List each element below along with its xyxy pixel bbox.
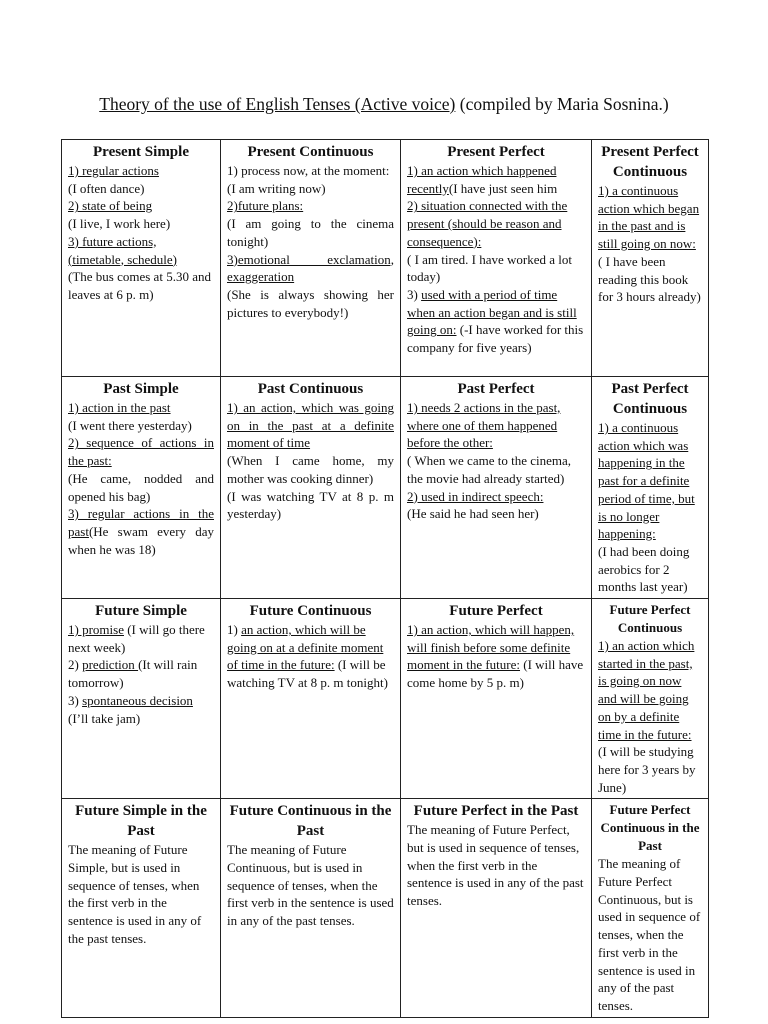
tense-heading: Future Simple [95,603,187,620]
tense-line [68,434,214,469]
tense-cell [401,599,592,799]
tense-heading: Present Perfect [447,144,545,160]
tense-line [598,543,702,596]
example-text: The meaning of Future Perfect, but is used in sequence of tenses, when the first verb in the sentence is used in any of the past tenses. [407,822,584,909]
underlined-rule-text: 1) an action, which was going on in the past at a definite moment of time [227,400,394,451]
table-row [62,140,709,377]
document-title [60,93,708,116]
example-text: The meaning of Future Perfect Continuous, but is used in sequence of tenses, when the first verb in the sentence is used in any of the past tenses. [598,856,701,1013]
tense-cell [62,377,221,599]
tense-heading: Future Simple in the Past [75,803,207,840]
tense-line [68,197,214,215]
tense-line [598,855,702,1014]
example-text: (I was watching TV at 8 p. m yesterday) [227,488,394,522]
example-text: 3) [68,692,83,708]
example-text: (I am writing now) [227,180,326,196]
example-text: (When I came home, my mother was cooking dinner) [227,453,394,486]
tense-heading: Future Perfect Continuous in the Past [600,802,700,854]
example-text: 1) process now, at the moment: [227,163,390,178]
tense-heading: Present Perfect Continuous [601,144,699,180]
tense-line [227,286,394,321]
example-text: (She is always showing her pictures to everybody!) [227,286,394,320]
tense-line [407,488,585,506]
example-text: (I am going to the cinema tonight) [227,216,394,249]
title-rest: (compiled by Maria Sosnina.) [455,94,669,114]
tense-line [227,488,394,523]
tense-cell [62,799,221,1017]
underlined-rule-text: 3)emotional exclamation, exaggeration [227,251,394,285]
example-text: The meaning of Future Simple, but is used in sequence of tenses, when the first verb in the sentence is used in any of the past tenses. [68,842,202,946]
tense-cell [401,140,592,377]
tense-line [68,841,214,947]
tense-heading: Past Perfect [457,381,535,397]
tense-heading: Past Simple [103,381,179,397]
underlined-rule-text: 2) state of being [68,198,153,214]
tense-line [68,268,214,303]
underlined-rule-text: 1) needs 2 actions in the past, where one of them happened before the other: [407,400,561,451]
tense-heading: Future Perfect Continuous [609,602,691,636]
tense-line [68,180,214,198]
example-text: (I went there yesterday) [68,417,192,433]
underlined-rule-text: 1) promise [68,622,124,638]
tense-line [227,452,394,487]
example-text: (I had been doing aerobics for 2 months last year) [598,543,690,595]
tense-heading: Present Simple [93,144,189,160]
underlined-rule-text: 2) used in indirect speech: [407,488,544,504]
underlined-rule-text: 2) sequence of actions in the past: [68,435,214,469]
example-text: (He came, nodded and opened his bag) [68,470,214,504]
underlined-rule-text: 2) situation connected with the present (should be reason and consequence): [407,198,568,249]
example-text: (I will be watching TV at 8 p. m tonight) [227,657,388,691]
underlined-rule-text: used with a period of time when an action began and is still going on: [407,286,577,338]
tense-line [68,505,214,558]
tense-line [407,452,585,487]
tense-cell [62,599,221,799]
tense-line [68,417,214,435]
title-underlined: Theory of the use of English Tenses (Active voice) [99,94,456,114]
tense-line [227,251,394,286]
tense-line [68,399,214,417]
tense-line [227,215,394,250]
tense-line [227,197,394,215]
tense-line [598,637,702,796]
example-text: (I often dance) [68,180,145,196]
example-text: (I will be studying here for 3 years by June) [598,744,696,795]
underlined-rule-text: 2)future plans: [227,198,304,214]
tense-line [227,162,394,180]
example-text: (I’ll take jam) [68,710,141,726]
tense-line [227,399,394,452]
table-row [62,377,709,599]
example-text: 2) [68,657,83,673]
tense-heading: Present Continuous [247,144,374,160]
example-text: (It will rain tomorrow) [68,657,198,691]
underlined-rule-text: 1) an action which started in the past, is going on now and will be going on by a definite time in the future: [598,638,695,742]
underlined-rule-text: 1) a continuous action which began in the past and is still going on now: [598,183,700,252]
tense-cell [221,599,401,799]
example-text: (I live, I work here) [68,216,171,232]
tense-cell [401,799,592,1017]
tense-heading: Past Continuous [257,381,364,397]
table-row [62,599,709,799]
example-text: 1) [227,622,242,638]
tense-cell [592,599,709,799]
tense-cell [401,377,592,599]
underlined-rule-text: prediction [82,657,139,673]
example-text: 3) [407,286,422,302]
tense-line [407,399,585,452]
tense-line [68,470,214,505]
example-text: The meaning of Future Continuous, but is used in sequence of tenses, when the first verb in the sentence is used in any of the past tenses. [227,842,394,929]
tense-line [598,182,702,253]
tense-heading: Past Perfect Continuous [611,381,689,417]
underlined-rule-text: 1) a continuous action which was happening in the past for a definite period of time, but is no longer happening: [598,420,695,542]
underlined-rule-text: an action, which will be going on at a definite moment of time in the future: [227,622,384,673]
tenses-table [61,139,709,1018]
underlined-rule-text: 1) regular actions [68,163,159,178]
example-text: (-I have worked for this company for five years) [407,322,584,356]
tense-line [68,233,214,268]
tense-line [68,621,214,656]
example-text: (I have just seen him [448,180,558,196]
tense-line [407,286,585,357]
tense-line [407,821,585,910]
tense-heading: Future Perfect [449,603,543,620]
tense-heading: Future Continuous in the Past [229,803,392,840]
tense-line [407,505,585,523]
underlined-rule-text: 1) an action which happened recently [407,163,557,196]
example-text: ( When we came to the cinema, the movie had already started) [407,453,571,486]
example-text: (He said he had seen her) [407,506,539,522]
tense-line [227,180,394,198]
tense-cell [221,377,401,599]
underlined-rule-text: spontaneous decision [82,692,193,708]
underlined-rule-text: 1) action in the past [68,400,171,415]
tense-line [598,419,702,543]
example-text: ( I am tired. I have worked a lot today) [407,251,572,285]
underlined-rule-text: 3) future actions, (timetable, schedule) [68,233,178,267]
example-text: (The bus comes at 5.30 and leaves at 6 p. m) [68,269,211,302]
underlined-rule-text: 1) an action, which will happen, will finish before some definite moment in the future: [407,622,575,673]
tense-line [68,656,214,691]
tense-cell [62,140,221,377]
tense-line [68,162,214,180]
tense-line [407,251,585,286]
tense-cell [221,140,401,377]
tense-cell [592,377,709,599]
tense-line [68,692,214,727]
underlined-rule-text: 3) regular actions in the past [68,506,214,539]
tense-line [227,621,394,692]
example-text: (I will have come home by 5 p. m) [407,657,584,691]
tense-cell [592,140,709,377]
example-text: (I will go there next week) [68,622,205,655]
tense-line [407,197,585,250]
example-text: ( I have been reading this book for 3 hours already) [598,253,701,305]
tense-heading: Future Perfect in the Past [413,803,579,820]
example-text: (He swam every day when he was 18) [68,523,214,557]
tense-cell [592,799,709,1017]
tense-line [68,215,214,233]
tense-line [407,621,585,692]
tense-heading: Future Continuous [249,603,372,620]
table-row [62,799,709,1017]
tense-line [598,253,702,306]
tense-line [407,162,585,197]
tense-cell [221,799,401,1017]
tense-line [227,841,394,930]
